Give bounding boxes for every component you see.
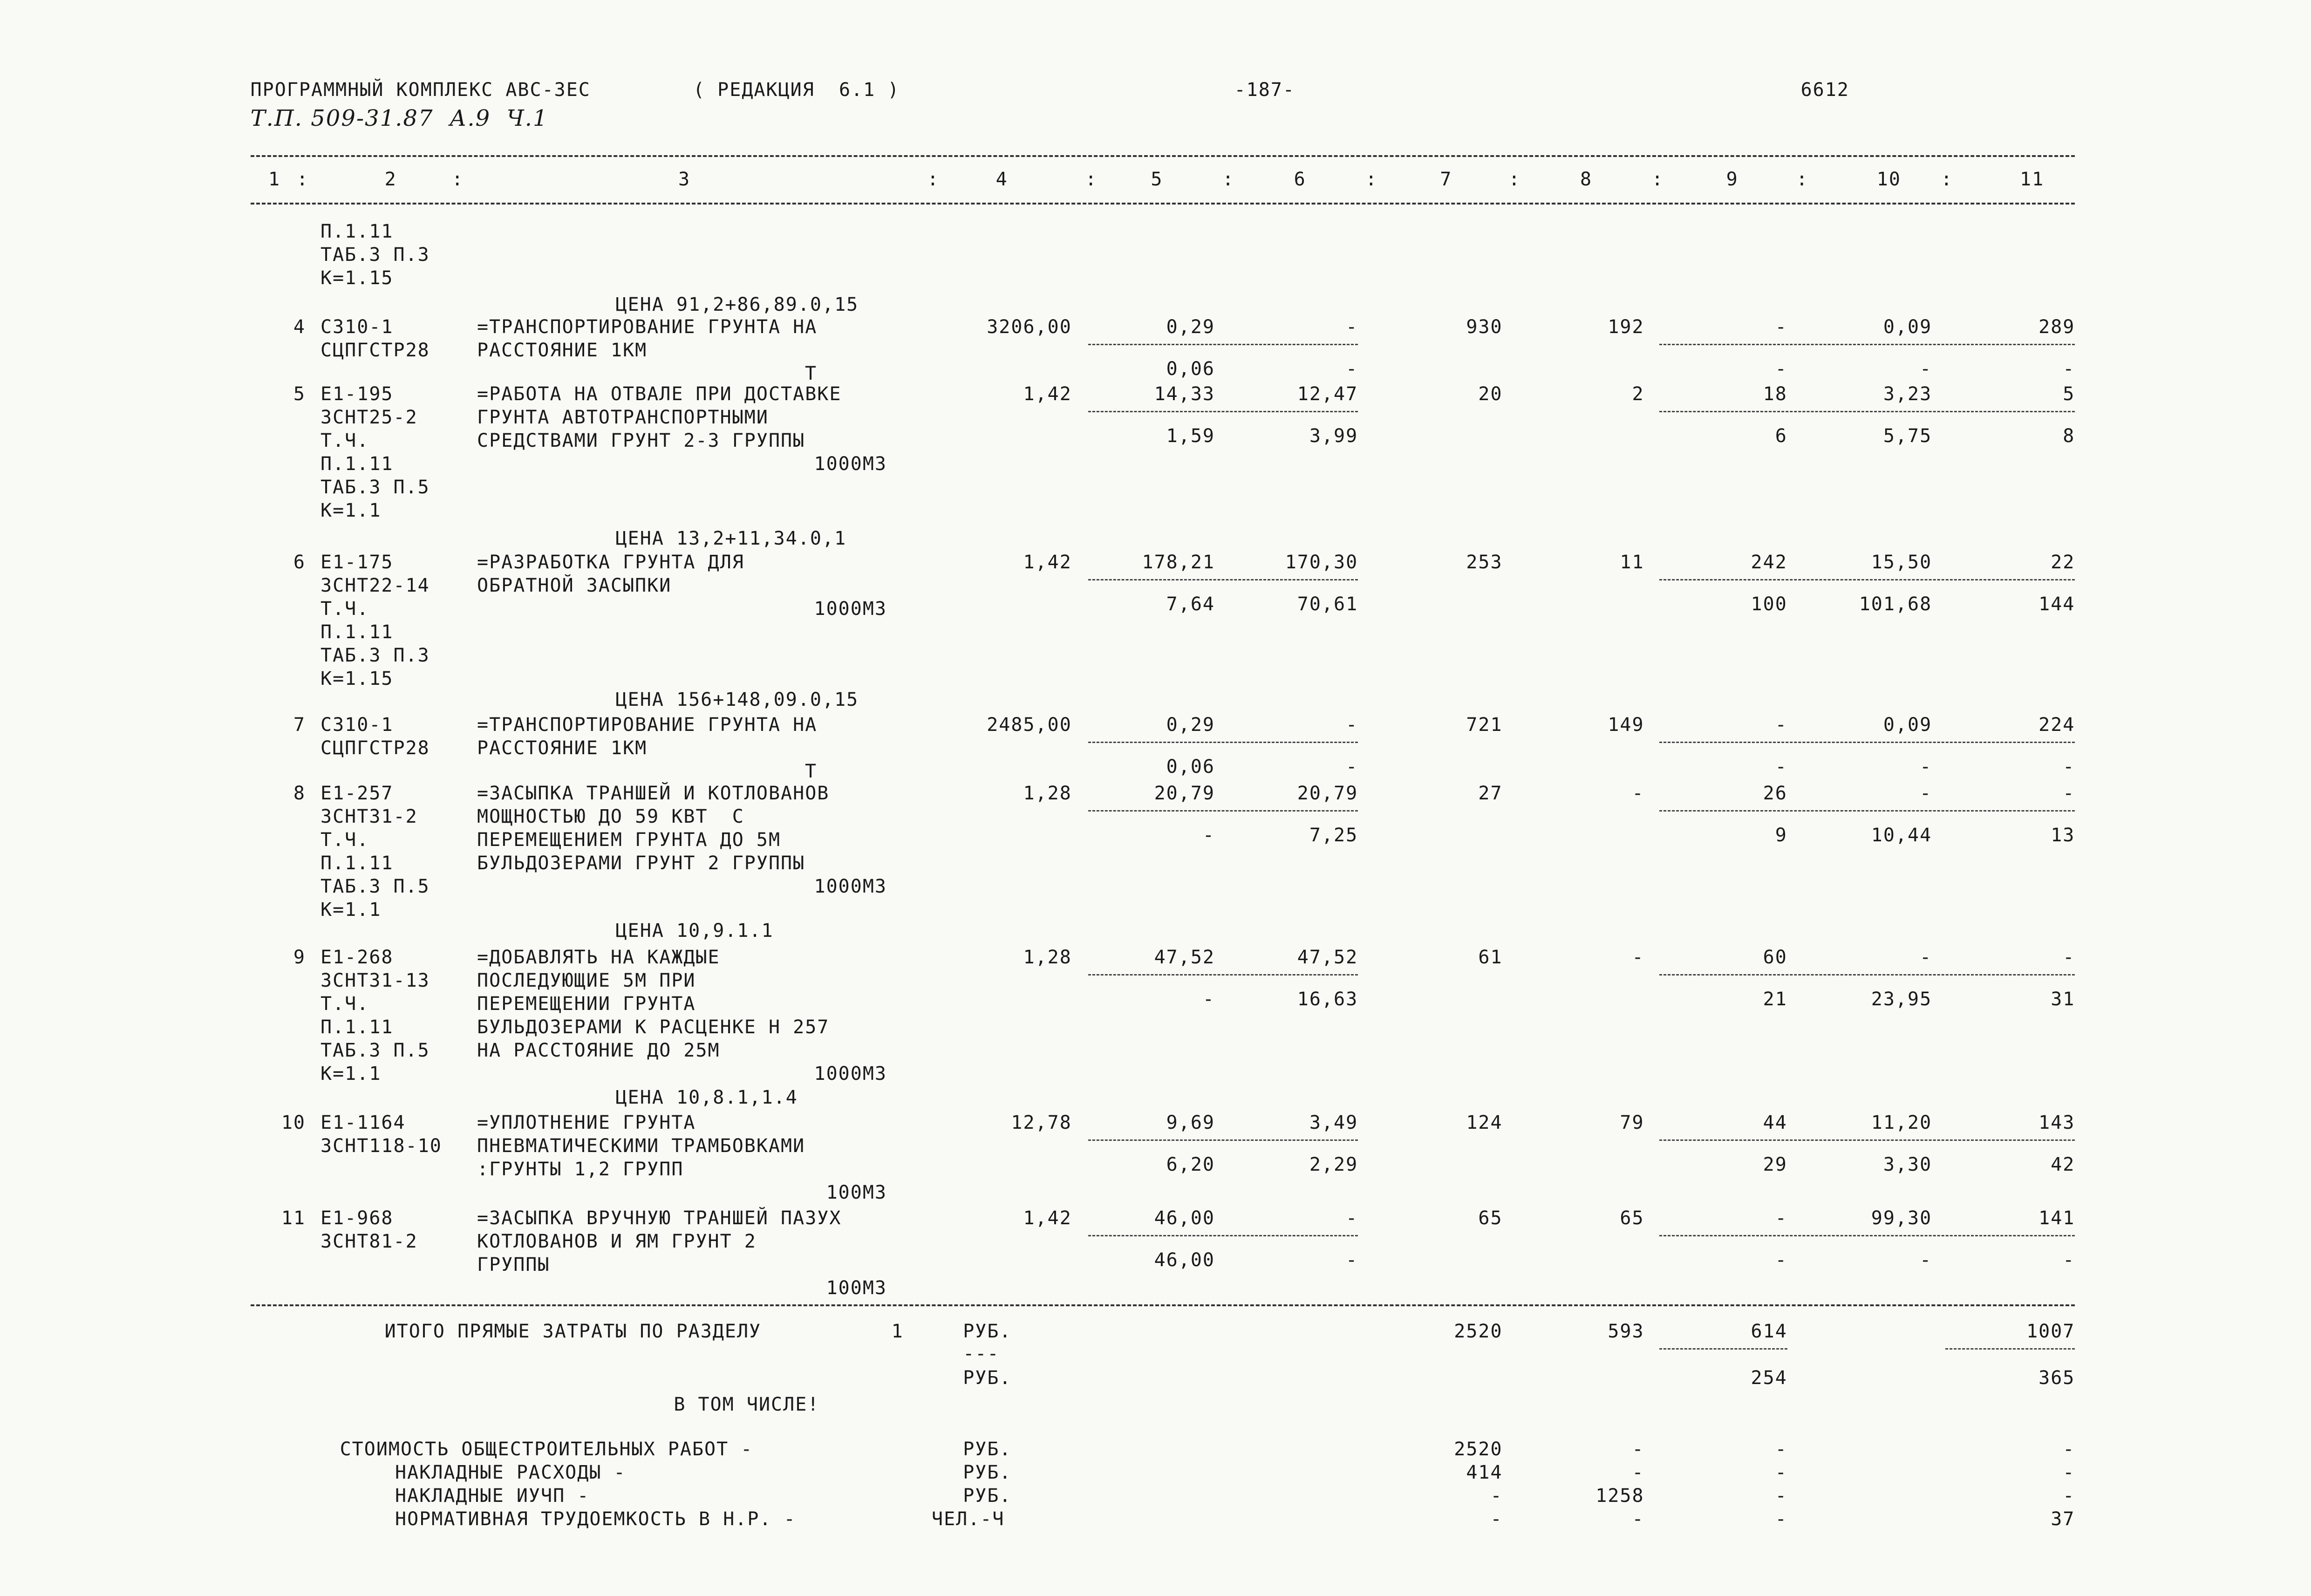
column-separator: : bbox=[1508, 168, 1521, 190]
totals-unit-dash: --- bbox=[963, 1343, 1000, 1365]
unit-cost-machine-wage: 70,61 bbox=[1297, 593, 1358, 615]
item-number: 8 bbox=[293, 783, 306, 805]
summary-label: НАКЛАДНЫЕ ИУЧП - bbox=[395, 1485, 590, 1507]
column-number-2: 2 bbox=[384, 168, 397, 190]
sub-rule bbox=[1659, 1139, 2075, 1141]
machine-wage: 100 bbox=[1751, 593, 1787, 615]
item-description: :ГРУНТЫ 1,2 ГРУПП bbox=[477, 1159, 684, 1180]
machine-wage: 29 bbox=[1763, 1154, 1787, 1176]
labor-total-machine: 8 bbox=[2063, 425, 2075, 447]
unit-cost-total: 20,79 bbox=[1154, 783, 1215, 805]
totals-labor: 1007 bbox=[2026, 1321, 2075, 1343]
totals-section: 1 bbox=[891, 1321, 904, 1343]
item-number: 6 bbox=[293, 552, 306, 573]
labor-norm-machine: 101,68 bbox=[1859, 593, 1932, 615]
sub-rule bbox=[1659, 810, 2075, 812]
column-number-1: 1 bbox=[268, 168, 281, 190]
labor-total: 224 bbox=[2038, 714, 2075, 736]
labor-norm-machine: 23,95 bbox=[1871, 989, 1932, 1010]
item-code: К=1.1 bbox=[320, 499, 382, 521]
total-cost: 721 bbox=[1466, 714, 1503, 736]
unit-label: Т bbox=[805, 761, 818, 782]
total-wage: - bbox=[1632, 783, 1644, 805]
totals-machine-wage: 254 bbox=[1751, 1367, 1787, 1389]
item-code: ТАБ.3 П.3 bbox=[320, 645, 430, 667]
labor-norm-machine: 3,30 bbox=[1883, 1154, 1932, 1176]
unit-label: 100М3 bbox=[826, 1182, 887, 1204]
unit-label: 1000М3 bbox=[814, 453, 887, 475]
item-description: РАССТОЯНИЕ 1КМ bbox=[477, 737, 648, 759]
summary-wage: - bbox=[1632, 1508, 1644, 1530]
item-code: 3СНТ118-10 bbox=[320, 1135, 442, 1157]
column-separator: : bbox=[927, 168, 940, 190]
unit-cost-machine: 47,52 bbox=[1297, 947, 1358, 969]
column-number-8: 8 bbox=[1580, 168, 1593, 190]
machine-cost: 60 bbox=[1763, 947, 1787, 969]
price-line: ЦЕНА 156+148,09.0,15 bbox=[615, 689, 859, 710]
column-separator: : bbox=[296, 168, 309, 190]
sub-rule bbox=[1088, 1235, 1358, 1236]
item-code: 3СНТ81-2 bbox=[320, 1231, 418, 1253]
item-code: ТАБ.3 П.5 bbox=[320, 1040, 430, 1062]
price-line: ЦЕНА 91,2+86,89.0,15 bbox=[615, 293, 859, 315]
unit-cost-total: 47,52 bbox=[1154, 947, 1215, 969]
machine-wage: 6 bbox=[1775, 425, 1787, 447]
item-number: 5 bbox=[293, 383, 306, 405]
item-description: БУЛЬДОЗЕРАМИ ГРУНТ 2 ГРУППЫ bbox=[477, 853, 805, 874]
unit-cost-machine: - bbox=[1346, 1207, 1358, 1229]
labor-total-machine: 42 bbox=[2051, 1154, 2075, 1176]
quantity: 1,28 bbox=[1023, 783, 1072, 805]
item-code: 3СНТ31-13 bbox=[320, 970, 430, 992]
item-number: 9 bbox=[293, 947, 306, 969]
item-description: ПОСЛЕДУЮЩИЕ 5М ПРИ bbox=[477, 970, 696, 992]
price-line: ЦЕНА 10,9.1.1 bbox=[615, 920, 774, 941]
unit-cost-total: 0,29 bbox=[1166, 714, 1215, 736]
item-code: Е1-175 bbox=[320, 552, 394, 573]
unit-cost-wage: 7,64 bbox=[1166, 593, 1215, 615]
labor-norm-machine: 5,75 bbox=[1883, 425, 1932, 447]
summary-labor: - bbox=[2063, 1485, 2075, 1507]
item-code: Т.Ч. bbox=[320, 598, 369, 620]
unit-cost-machine-wage: 16,63 bbox=[1297, 989, 1358, 1010]
column-separator: : bbox=[1222, 168, 1235, 190]
labor-total: - bbox=[2063, 783, 2075, 805]
item-number: 11 bbox=[281, 1207, 306, 1229]
item-code: ТАБ.3 П.5 bbox=[320, 476, 430, 498]
column-separator: : bbox=[1796, 168, 1809, 190]
totals-labor-machine: 365 bbox=[2038, 1367, 2075, 1389]
header-bottom-rule bbox=[251, 203, 2075, 205]
item-description: ГРУППЫ bbox=[477, 1254, 550, 1276]
item-code: 3СНТ31-2 bbox=[320, 806, 418, 828]
including-heading: В ТОМ ЧИСЛЕ! bbox=[674, 1394, 820, 1416]
labor-norm-machine: - bbox=[1920, 358, 1932, 380]
total-wage: 192 bbox=[1608, 316, 1644, 338]
item-code: СЦПГСТР28 bbox=[320, 737, 430, 759]
summary-wage: - bbox=[1632, 1462, 1644, 1484]
total-wage: - bbox=[1632, 947, 1644, 969]
machine-cost: 18 bbox=[1763, 383, 1787, 405]
item-description: =РАЗРАБОТКА ГРУНТА ДЛЯ bbox=[477, 552, 744, 573]
sub-rule bbox=[1659, 1235, 2075, 1236]
item-code: 3СНТ22-14 bbox=[320, 575, 430, 597]
sub-rule bbox=[1659, 742, 2075, 743]
sub-rule bbox=[1088, 742, 1358, 743]
sub-rule bbox=[1088, 411, 1358, 412]
summary-cost: 2520 bbox=[1454, 1439, 1503, 1460]
unit-cost-wage: - bbox=[1202, 825, 1215, 846]
machine-cost: 44 bbox=[1763, 1112, 1787, 1134]
quantity: 1,42 bbox=[1023, 1207, 1072, 1229]
machine-wage: 21 bbox=[1763, 989, 1787, 1010]
summary-cost: - bbox=[1490, 1485, 1503, 1507]
document-code: 6612 bbox=[1800, 79, 1849, 101]
item-description: БУЛЬДОЗЕРАМИ К РАСЦЕНКЕ Н 257 bbox=[477, 1016, 830, 1038]
quantity: 1,42 bbox=[1023, 383, 1072, 405]
machine-cost: - bbox=[1775, 714, 1787, 736]
summary-label: НОРМАТИВНАЯ ТРУДОЕМКОСТЬ В Н.Р. - bbox=[395, 1508, 796, 1530]
labor-norm: 11,20 bbox=[1871, 1112, 1932, 1134]
labor-norm: 0,09 bbox=[1883, 316, 1932, 338]
labor-total: 22 bbox=[2051, 552, 2075, 573]
ref-line: К=1.15 bbox=[320, 267, 394, 289]
sub-rule bbox=[1088, 974, 1358, 975]
summary-machine: - bbox=[1775, 1485, 1787, 1507]
unit-cost-machine: 170,30 bbox=[1285, 552, 1358, 573]
column-separator: : bbox=[1365, 168, 1378, 190]
total-cost: 27 bbox=[1478, 783, 1503, 805]
total-wage: 149 bbox=[1608, 714, 1644, 736]
sub-rule bbox=[1088, 344, 1358, 345]
total-wage: 79 bbox=[1620, 1112, 1644, 1134]
quantity: 12,78 bbox=[1011, 1112, 1072, 1134]
summary-wage: 1258 bbox=[1595, 1485, 1644, 1507]
unit-cost-wage: - bbox=[1202, 989, 1215, 1010]
sub-rule bbox=[1659, 974, 2075, 975]
price-line: ЦЕНА 10,8.1,1.4 bbox=[615, 1087, 798, 1108]
labor-norm: 99,30 bbox=[1871, 1207, 1932, 1229]
unit-label: 1000М3 bbox=[814, 598, 887, 620]
summary-unit: РУБ. bbox=[963, 1462, 1012, 1484]
totals-wage: 593 bbox=[1608, 1321, 1644, 1343]
item-code: С310-1 bbox=[320, 714, 394, 736]
unit-cost-machine: 20,79 bbox=[1297, 783, 1358, 805]
summary-cost: - bbox=[1490, 1508, 1503, 1530]
item-code: П.1.11 bbox=[320, 1016, 394, 1038]
program-title: ПРОГРАММНЫЙ КОМПЛЕКС АВС-3ЕС bbox=[250, 79, 591, 101]
item-code: К=1.15 bbox=[320, 668, 394, 690]
labor-total-machine: - bbox=[2063, 756, 2075, 778]
sub-rule bbox=[1659, 579, 2075, 580]
unit-cost-machine: 12,47 bbox=[1297, 383, 1358, 405]
total-cost: 253 bbox=[1466, 552, 1503, 573]
labor-total-machine: 31 bbox=[2051, 989, 2075, 1010]
labor-total: 5 bbox=[2063, 383, 2075, 405]
unit-cost-machine: 3,49 bbox=[1309, 1112, 1358, 1134]
item-code: К=1.1 bbox=[320, 899, 382, 921]
item-description: =ТРАНСПОРТИРОВАНИЕ ГРУНТА НА bbox=[477, 316, 818, 338]
sub-rule bbox=[1088, 810, 1358, 812]
labor-total: 289 bbox=[2038, 316, 2075, 338]
summary-unit: РУБ. bbox=[963, 1439, 1012, 1460]
total-cost: 930 bbox=[1466, 316, 1503, 338]
unit-label: 1000М3 bbox=[814, 876, 887, 898]
summary-labor: - bbox=[2063, 1462, 2075, 1484]
machine-cost: 26 bbox=[1763, 783, 1787, 805]
item-description: РАССТОЯНИЕ 1КМ bbox=[477, 339, 648, 361]
item-code: Е1-1164 bbox=[320, 1112, 406, 1134]
item-description: =ЗАСЫПКА ВРУЧНУЮ ТРАНШЕЙ ПАЗУХ bbox=[477, 1207, 842, 1229]
totals-unit: РУБ. bbox=[963, 1321, 1012, 1343]
unit-label: 1000М3 bbox=[814, 1063, 887, 1085]
total-wage: 2 bbox=[1632, 383, 1644, 405]
column-number-6: 6 bbox=[1294, 168, 1306, 190]
unit-label: 100М3 bbox=[826, 1277, 887, 1299]
machine-cost: 242 bbox=[1751, 552, 1787, 573]
item-code: Т.Ч. bbox=[320, 430, 369, 451]
item-description: СРЕДСТВАМИ ГРУНТ 2-3 ГРУППЫ bbox=[477, 430, 805, 451]
unit-cost-total: 178,21 bbox=[1142, 552, 1215, 573]
sub-rule bbox=[1088, 1139, 1358, 1141]
sub-rule bbox=[1659, 411, 2075, 412]
totals-sub-rule bbox=[1659, 1348, 1787, 1350]
item-description: ОБРАТНОЙ ЗАСЫПКИ bbox=[477, 575, 672, 597]
labor-norm-machine: - bbox=[1920, 756, 1932, 778]
labor-total-machine: - bbox=[2063, 358, 2075, 380]
item-description: =ДОБАВЛЯТЬ НА КАЖДЫЕ bbox=[477, 947, 720, 969]
labor-total-machine: 144 bbox=[2038, 593, 2075, 615]
machine-wage: 9 bbox=[1775, 825, 1787, 846]
unit-cost-wage: 0,06 bbox=[1166, 358, 1215, 380]
machine-wage: - bbox=[1775, 358, 1787, 380]
quantity: 1,42 bbox=[1023, 552, 1072, 573]
unit-cost-machine-wage: - bbox=[1346, 756, 1358, 778]
unit-cost-machine-wage: - bbox=[1346, 358, 1358, 380]
column-separator: : bbox=[1651, 168, 1664, 190]
column-number-10: 10 bbox=[1876, 168, 1901, 190]
item-description: =ЗАСЫПКА ТРАНШЕЙ И КОТЛОВАНОВ bbox=[477, 783, 830, 805]
total-wage: 65 bbox=[1620, 1207, 1644, 1229]
column-number-4: 4 bbox=[995, 168, 1008, 190]
unit-cost-machine-wage: - bbox=[1346, 1249, 1358, 1271]
unit-cost-wage: 1,59 bbox=[1166, 425, 1215, 447]
total-cost: 61 bbox=[1478, 947, 1503, 969]
item-description: КОТЛОВАНОВ И ЯМ ГРУНТ 2 bbox=[477, 1231, 757, 1253]
summary-label: НАКЛАДНЫЕ РАСХОДЫ - bbox=[395, 1462, 626, 1484]
labor-norm-machine: 10,44 bbox=[1871, 825, 1932, 846]
item-code: П.1.11 bbox=[320, 853, 394, 874]
item-description: ПНЕВМАТИЧЕСКИМИ ТРАМБОВКАМИ bbox=[477, 1135, 805, 1157]
totals-label: ИТОГО ПРЯМЫЕ ЗАТРАТЫ ПО РАЗДЕЛУ bbox=[384, 1321, 762, 1343]
item-number: 10 bbox=[281, 1112, 306, 1134]
handwritten-note: Т.П. 509-31.87 А.9 Ч.1 bbox=[250, 105, 548, 132]
total-wage: 11 bbox=[1620, 552, 1644, 573]
unit-cost-wage: 46,00 bbox=[1154, 1249, 1215, 1271]
item-code: К=1.1 bbox=[320, 1063, 382, 1085]
column-separator: : bbox=[1085, 168, 1098, 190]
item-code: Е1-195 bbox=[320, 383, 394, 405]
item-description: ПЕРЕМЕЩЕНИИ ГРУНТА bbox=[477, 993, 696, 1015]
summary-unit: ЧЕЛ.-Ч bbox=[932, 1508, 1005, 1530]
unit-cost-wage: 6,20 bbox=[1166, 1154, 1215, 1176]
labor-total-machine: - bbox=[2063, 1249, 2075, 1271]
total-cost: 20 bbox=[1478, 383, 1503, 405]
item-description: =РАБОТА НА ОТВАЛЕ ПРИ ДОСТАВКЕ bbox=[477, 383, 842, 405]
quantity: 3206,00 bbox=[987, 316, 1072, 338]
header-top-rule bbox=[251, 155, 2075, 157]
item-code: П.1.11 bbox=[320, 621, 394, 643]
total-cost: 124 bbox=[1466, 1112, 1503, 1134]
item-code: Е1-268 bbox=[320, 947, 394, 969]
total-cost: 65 bbox=[1478, 1207, 1503, 1229]
column-number-5: 5 bbox=[1151, 168, 1163, 190]
ref-line: ТАБ.3 П.3 bbox=[320, 244, 430, 266]
column-number-11: 11 bbox=[2020, 168, 2045, 190]
labor-total: - bbox=[2063, 947, 2075, 969]
labor-norm: 3,23 bbox=[1883, 383, 1932, 405]
labor-norm: 15,50 bbox=[1871, 552, 1932, 573]
item-description: =УПЛОТНЕНИЕ ГРУНТА bbox=[477, 1112, 696, 1134]
item-description: МОЩНОСТЬЮ ДО 59 КВТ С bbox=[477, 806, 744, 828]
labor-total: 143 bbox=[2038, 1112, 2075, 1134]
item-description: =ТРАНСПОРТИРОВАНИЕ ГРУНТА НА bbox=[477, 714, 818, 736]
unit-cost-wage: 0,06 bbox=[1166, 756, 1215, 778]
item-code: 3СНТ25-2 bbox=[320, 406, 418, 428]
totals-rule bbox=[251, 1304, 2075, 1306]
item-code: ТАБ.3 П.5 bbox=[320, 876, 430, 898]
page-number: -187- bbox=[1234, 79, 1295, 101]
item-number: 7 bbox=[293, 714, 306, 736]
labor-norm-machine: - bbox=[1920, 1249, 1932, 1271]
unit-label: Т bbox=[805, 362, 818, 384]
item-code: П.1.11 bbox=[320, 453, 394, 475]
unit-cost-total: 0,29 bbox=[1166, 316, 1215, 338]
labor-total: 141 bbox=[2038, 1207, 2075, 1229]
item-description: НА РАССТОЯНИЕ ДО 25М bbox=[477, 1040, 720, 1062]
summary-labor: - bbox=[2063, 1439, 2075, 1460]
unit-cost-machine: - bbox=[1346, 316, 1358, 338]
item-code: СЦПГСТР28 bbox=[320, 339, 430, 361]
edition-label: ( РЕДАКЦИЯ 6.1 ) bbox=[693, 79, 900, 101]
labor-total-machine: 13 bbox=[2051, 825, 2075, 846]
machine-wage: - bbox=[1775, 1249, 1787, 1271]
summary-wage: - bbox=[1632, 1439, 1644, 1460]
column-number-3: 3 bbox=[678, 168, 691, 190]
column-separator: : bbox=[1941, 168, 1953, 190]
item-code: Е1-968 bbox=[320, 1207, 394, 1229]
summary-unit: РУБ. bbox=[963, 1485, 1012, 1507]
item-number: 4 bbox=[293, 316, 306, 338]
summary-machine: - bbox=[1775, 1508, 1787, 1530]
quantity: 2485,00 bbox=[987, 714, 1072, 736]
ref-line: П.1.11 bbox=[320, 220, 394, 242]
summary-cost: 414 bbox=[1466, 1462, 1503, 1484]
unit-cost-machine-wage: 7,25 bbox=[1309, 825, 1358, 846]
column-separator: : bbox=[451, 168, 464, 190]
labor-norm: 0,09 bbox=[1883, 714, 1932, 736]
unit-cost-total: 14,33 bbox=[1154, 383, 1215, 405]
item-code: Е1-257 bbox=[320, 783, 394, 805]
summary-labor: 37 bbox=[2051, 1508, 2075, 1530]
machine-wage: - bbox=[1775, 756, 1787, 778]
column-number-7: 7 bbox=[1440, 168, 1452, 190]
summary-label: СТОИМОСТЬ ОБЩЕСТРОИТЕЛЬНЫХ РАБОТ - bbox=[340, 1439, 753, 1460]
price-line: ЦЕНА 13,2+11,34.0,1 bbox=[615, 528, 847, 549]
column-number-9: 9 bbox=[1726, 168, 1738, 190]
totals-machine: 614 bbox=[1751, 1321, 1787, 1343]
machine-cost: - bbox=[1775, 316, 1787, 338]
totals-unit: РУБ. bbox=[963, 1367, 1012, 1389]
sub-rule bbox=[1088, 579, 1358, 580]
labor-norm: - bbox=[1920, 783, 1932, 805]
item-code: Т.Ч. bbox=[320, 993, 369, 1015]
item-code: С310-1 bbox=[320, 316, 394, 338]
unit-cost-machine-wage: 2,29 bbox=[1309, 1154, 1358, 1176]
unit-cost-total: 9,69 bbox=[1166, 1112, 1215, 1134]
quantity: 1,28 bbox=[1023, 947, 1072, 969]
item-description: ГРУНТА АВТОТРАНСПОРТНЫМИ bbox=[477, 406, 769, 428]
sub-rule bbox=[1659, 344, 2075, 345]
summary-machine: - bbox=[1775, 1462, 1787, 1484]
item-code: Т.Ч. bbox=[320, 829, 369, 851]
labor-norm: - bbox=[1920, 947, 1932, 969]
unit-cost-machine-wage: 3,99 bbox=[1309, 425, 1358, 447]
unit-cost-total: 46,00 bbox=[1154, 1207, 1215, 1229]
totals-sub-rule bbox=[1945, 1348, 2075, 1350]
unit-cost-machine: - bbox=[1346, 714, 1358, 736]
summary-machine: - bbox=[1775, 1439, 1787, 1460]
totals-cost: 2520 bbox=[1454, 1321, 1503, 1343]
machine-cost: - bbox=[1775, 1207, 1787, 1229]
item-description: ПЕРЕМЕЩЕНИЕМ ГРУНТА ДО 5М bbox=[477, 829, 781, 851]
